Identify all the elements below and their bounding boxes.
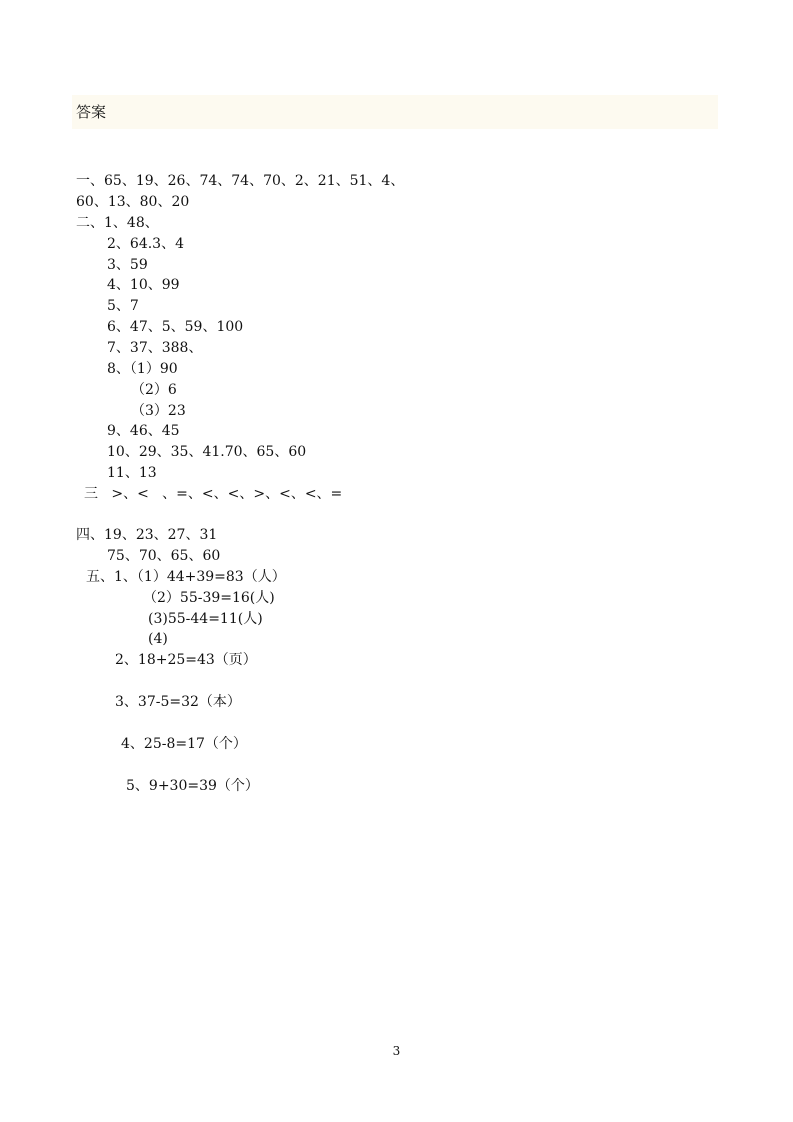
answer-line: 3、37-5=32（本） xyxy=(115,694,241,710)
answer-line: 3、59 xyxy=(107,257,148,273)
answer-line: 五、1、（1）44+39=83（人） xyxy=(86,569,286,585)
answer-line: 11、13 xyxy=(107,465,157,481)
answer-line: 5、7 xyxy=(107,298,139,314)
answer-line: 二、1、48、 xyxy=(76,215,159,231)
answer-line: 4、10、99 xyxy=(107,277,180,293)
answer-line: 4、25-8=17（个） xyxy=(121,736,247,752)
page-title: 答案 xyxy=(76,103,107,121)
answer-line: 9、46、45 xyxy=(107,423,180,439)
answer-header-band xyxy=(72,95,718,129)
answer-line: (4) xyxy=(148,631,168,647)
answer-line: 三 >、< 、=、<、<、>、<、<、= xyxy=(84,486,343,502)
answer-line: 60、13、80、20 xyxy=(76,194,190,210)
answer-line: （3）23 xyxy=(131,403,186,419)
answer-line: 2、64.3、4 xyxy=(107,236,184,252)
answer-line: 5、9+30=39（个） xyxy=(126,778,259,794)
page-number: 3 xyxy=(392,1044,401,1058)
answer-line: 四、19、23、27、31 xyxy=(76,527,218,543)
answer-line: 8、（1）90 xyxy=(107,361,178,377)
answer-line: (3)55-44=11(人) xyxy=(148,611,263,627)
answer-line: 10、29、35、41.70、65、60 xyxy=(107,444,307,460)
answer-line: 2、18+25=43（页） xyxy=(115,652,257,668)
answer-line: （2）55-39=16(人) xyxy=(143,590,275,606)
answer-line: 7、37、388、 xyxy=(107,340,203,356)
answer-line: 一、65、19、26、74、74、70、2、21、51、4、 xyxy=(76,173,405,189)
answer-line: （2）6 xyxy=(131,382,177,398)
answer-line: 6、47、5、59、100 xyxy=(107,319,244,335)
answer-line: 75、70、65、60 xyxy=(107,548,221,564)
